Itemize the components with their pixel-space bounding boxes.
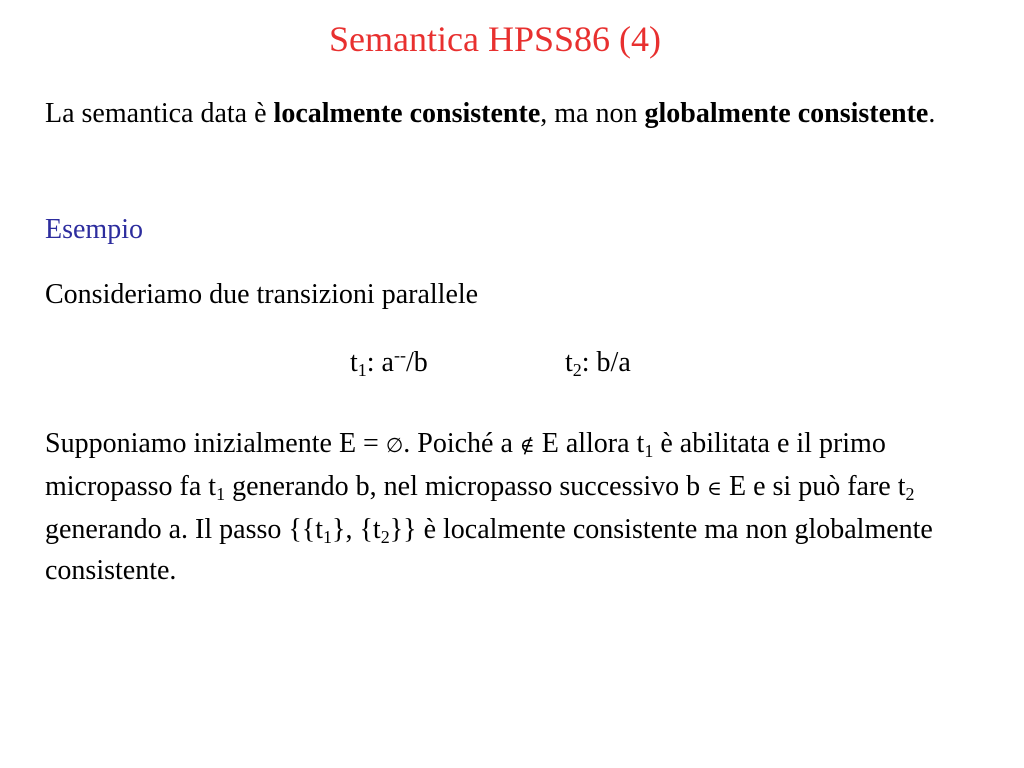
t1-var: t xyxy=(350,347,358,378)
t2-subscript: 2 xyxy=(572,360,582,380)
expl-sub-3: 2 xyxy=(905,484,915,504)
t2-rest: : b/a xyxy=(581,347,631,378)
slide-title: Semantica HPSS86 (4) xyxy=(329,19,661,59)
intro-paragraph xyxy=(45,93,995,134)
element-of-icon: ∈ xyxy=(707,476,722,500)
not-element-of-icon: ∉ xyxy=(519,433,535,457)
expl-sub-4: 1 xyxy=(323,527,333,547)
expl-text-9: }} è localmente consistente ma non globalmente consistente. xyxy=(45,514,933,586)
intro-bold-local: localmente consistente xyxy=(273,98,541,129)
expl-text-4: è abilitata e il primo micropasso fa t xyxy=(45,428,886,502)
intro-text-3: . xyxy=(928,98,936,129)
expl-text-3: E allora t xyxy=(534,428,645,459)
expl-sub-1: 1 xyxy=(644,441,654,461)
intro-text-2: , ma non xyxy=(540,98,645,129)
consider-text: Consideriamo due transizioni parallele xyxy=(45,279,479,310)
expl-sub-5: 2 xyxy=(380,527,390,547)
expl-text-2: . Poiché a xyxy=(403,428,520,459)
expl-text-8: }, {t xyxy=(332,514,381,545)
t1-sep: : a xyxy=(366,347,394,378)
example-heading: Esempio xyxy=(45,214,143,245)
expl-text-1: Supponiamo inizialmente E = xyxy=(45,428,386,459)
empty-set-icon: ∅ xyxy=(385,433,404,457)
expl-sub-2: 1 xyxy=(216,484,226,504)
intro-bold-global: globalmente consistente xyxy=(644,98,929,129)
transition-t2 xyxy=(565,344,631,382)
t2-var: t xyxy=(565,347,573,378)
t1-superscript: -- xyxy=(394,345,406,365)
t1-rest: /b xyxy=(406,347,428,378)
explanation-paragraph xyxy=(45,423,1000,591)
intro-text-1: La semantica data è xyxy=(45,98,274,129)
t1-subscript: 1 xyxy=(357,360,367,380)
expl-text-7: generando a. Il passo {{t xyxy=(45,514,324,545)
expl-text-5: generando b, nel micropasso successivo b xyxy=(225,471,708,502)
expl-text-6: E e si può fare t xyxy=(721,471,906,502)
transition-t1 xyxy=(350,344,428,382)
